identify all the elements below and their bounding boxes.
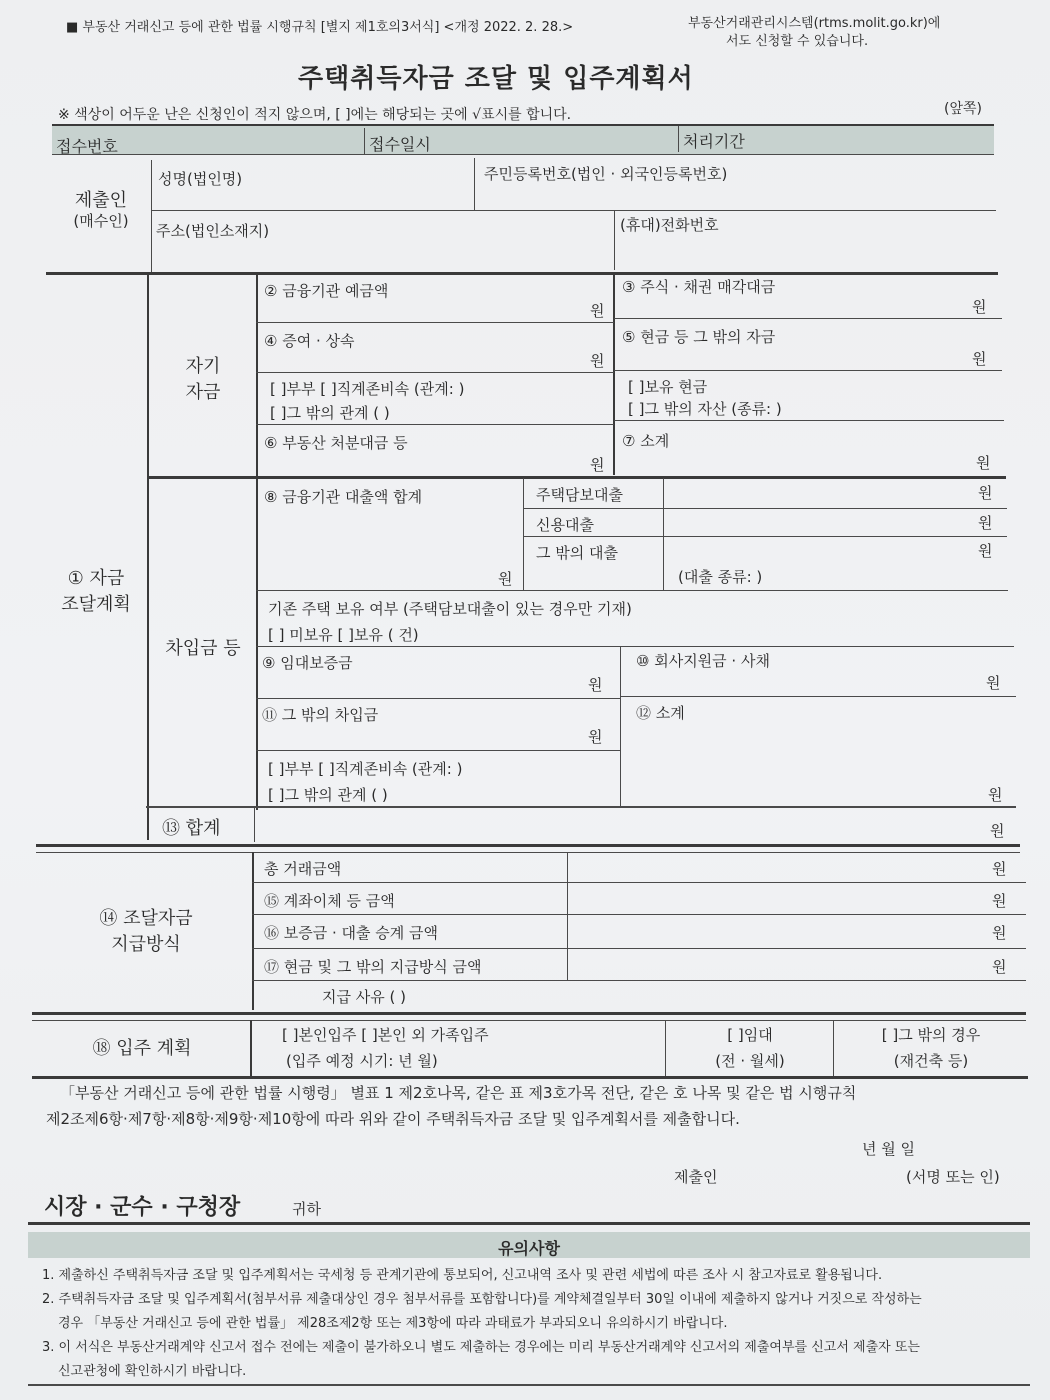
company-support-label: ⑩ 회사지원금 · 사채 [636,652,770,670]
other-borrowing-label: ⑪ 그 밖의 차입금 [262,706,379,724]
payment-reason-field[interactable]: 지급 사유 ( ) [322,988,406,1006]
account-transfer-unit: 원 [992,892,1007,910]
funding-plan-label-2: 조달계획 [61,594,131,615]
id-number-field-label: 주민등록번호(법인 · 외국인등록번호) [484,165,728,183]
note-item-3-continued: 신고관청에 확인하시기 바랍니다. [58,1364,247,1379]
system-note-line2: 서도 신청할 수 있습니다. [726,34,869,49]
real-estate-proceeds-unit: 원 [590,456,605,474]
other-loan-label: 그 밖의 대출 [536,544,618,562]
funding-plan-label-1: ① 자금 [67,568,125,589]
borrowed-funds-label: 차입금 등 [165,638,241,659]
stock-sale-label: ③ 주식 · 채권 매각대금 [622,278,776,296]
page-side-label: (앞쪽) [944,101,982,117]
self-move-in-checkbox[interactable]: [ ]본인입주 [ ]본인 외 가족입주 [282,1026,489,1044]
house-ownership-label: 기존 주택 보유 여부 (주택담보대출이 있는 경우만 기재) [268,600,632,618]
company-support-unit: 원 [986,674,1001,692]
own-funds-label-1: 자기 [185,356,221,377]
submitter-label: 제출인 [74,190,128,211]
signature-placeholder[interactable]: (서명 또는 인) [906,1168,1000,1186]
other-asset-checkbox[interactable]: [ ]그 밖의 자산 (종류: ) [628,400,782,418]
note-item-2: 2. 주택취득자금 조달 및 입주계획서(첨부서류 제출대상인 경우 첨부서류를 포함합니다)를 계약체결일부터 30일 이내에 제출하지 않거나 거짓으로 작성하는 [42,1292,922,1307]
mortgage-loan-unit: 원 [978,484,993,502]
credit-loan-label: 신용대출 [536,516,594,534]
move-in-plan-label: ⑱ 입주 계획 [92,1038,192,1059]
cash-other-payment-unit: 원 [992,958,1007,976]
submission-date: 년 월 일 [862,1140,916,1158]
grand-total-label: ⑬ 합계 [162,818,221,839]
phone-field-label: (휴대)전화번호 [620,216,719,234]
other-case-checkbox[interactable]: [ ]그 밖의 경우 [881,1026,981,1044]
other-case-example-label: (재건축 등) [893,1052,969,1070]
gift-relation-checkbox-1[interactable]: [ ]부부 [ ]직계존비속 (관계: ) [270,380,465,398]
cash-other-funds-label: ⑤ 현금 등 그 밖의 자금 [622,328,776,346]
system-note-line1: 부동산거래관리시스템(rtms.molit.go.kr)에 [688,16,941,31]
other-loan-unit: 원 [978,542,993,560]
own-funds-subtotal-label: ⑦ 소계 [622,432,670,450]
borrow-relation-checkbox-1[interactable]: [ ]부부 [ ]직계존비속 (관계: ) [268,760,463,778]
bank-deposit-unit: 원 [590,302,605,320]
submitter-sign-label: 제출인 [674,1168,718,1186]
note-item-2-continued: 경우 「부동산 거래신고 등에 관한 법률」 제28조제2항 또는 제3항에 따라 과태료가 부과되오니 유의하시기 바랍니다. [58,1316,728,1331]
deposit-loan-succession-unit: 원 [992,924,1007,942]
lease-type-label: (전 · 월세) [715,1052,785,1070]
lease-checkbox[interactable]: [ ]임대 [727,1026,773,1044]
processing-period-label: 처리기간 [683,132,745,151]
note-item-1: 1. 제출하신 주택취득자금 조달 및 입주계획서는 국세청 등 관계기관에 통보되어, 신고내역 조사 및 관련 세법에 따른 조사 시 참고자료로 활용됩니다. [42,1268,883,1283]
receipt-number-label: 접수번호 [56,137,118,156]
payment-method-label-1: ⑭ 조달자금 [99,908,193,929]
receipt-row [52,126,994,154]
notes-title: 유의사항 [498,1239,560,1258]
own-funds-subtotal-unit: 원 [976,454,991,472]
cash-other-funds-unit: 원 [972,350,987,368]
cash-other-payment-label: ⑰ 현금 및 그 밖의 지급방식 금액 [264,958,482,976]
total-price-unit: 원 [992,860,1007,878]
gift-relation-checkbox-2[interactable]: [ ]그 밖의 관계 ( ) [270,404,390,422]
credit-loan-unit: 원 [978,514,993,532]
gift-inheritance-unit: 원 [590,352,605,370]
deposit-loan-succession-label: ⑯ 보증금 · 대출 승계 금액 [264,924,439,942]
payment-method-label-2: 지급방식 [111,934,181,955]
address-field-label: 주소(법인소재지) [156,222,270,240]
mortgage-loan-label: 주택담보대출 [536,486,623,504]
form-title: 주택취득자금 조달 및 입주계획서 [298,64,694,94]
house-ownership-checkbox[interactable]: [ ] 미보유 [ ]보유 ( 건) [268,626,419,644]
bank-deposit-label: ② 금융기관 예금액 [264,282,389,300]
move-in-date-field[interactable]: (입주 예정 시기: 년 월) [286,1052,438,1070]
addressee-honorific: 귀하 [292,1200,321,1218]
instruction-note: ※ 색상이 어두운 난은 신청인이 적지 않으며, [ ]에는 해당되는 곳에 √표시를 합니다. [58,107,572,123]
declaration-line2: 제2조제6항·제7항·제8항·제9항·제10항에 따라 위와 같이 주택취득자금 조달 및 입주계획서를 제출합니다. [46,1110,740,1128]
borrowed-subtotal-unit: 원 [988,786,1003,804]
declaration-line1: 「부동산 거래신고 등에 관한 법률 시행령」 별표 1 제2호나목, 같은 표 제3호가목 전단, 같은 호 나목 및 같은 법 시행규칙 [60,1084,857,1102]
lease-deposit-label: ⑨ 임대보증금 [262,654,353,672]
stock-sale-unit: 원 [972,298,987,316]
own-funds-label-2: 자금 [185,382,221,403]
loan-total-label: ⑧ 금융기관 대출액 합계 [264,488,423,506]
lease-deposit-unit: 원 [588,676,603,694]
loan-total-unit: 원 [498,570,513,588]
loan-type-field[interactable]: (대출 종류: ) [678,568,763,586]
note-item-3: 3. 이 서식은 부동산거래계약 신고서 접수 전에는 제출이 불가하오니 별도 제출하는 경우에는 미리 부동산거래계약 신고서의 제출여부를 신고서 제출자 또는 [42,1340,920,1355]
borrow-relation-checkbox-2[interactable]: [ ]그 밖의 관계 ( ) [268,786,388,804]
addressee: 시장 · 군수 · 구청장 [44,1195,241,1220]
grand-total-unit: 원 [990,822,1005,840]
cash-held-checkbox[interactable]: [ ]보유 현금 [628,378,708,396]
borrowed-subtotal-label: ⑫ 소계 [636,704,685,722]
real-estate-proceeds-label: ⑥ 부동산 처분대금 등 [264,434,408,452]
other-borrowing-unit: 원 [588,728,603,746]
receipt-date-label: 접수일시 [369,135,431,154]
gift-inheritance-label: ④ 증여 · 상속 [264,332,355,350]
law-reference: ■ 부동산 거래신고 등에 관한 법률 시행규칙 [별지 제1호의3서식] <개정 2022. 2. 28.> [66,20,574,35]
total-price-label: 총 거래금액 [264,860,342,878]
account-transfer-label: ⑮ 계좌이체 등 금액 [264,892,395,910]
submitter-sublabel: (매수인) [73,212,129,230]
name-field-label: 성명(법인명) [158,170,243,188]
